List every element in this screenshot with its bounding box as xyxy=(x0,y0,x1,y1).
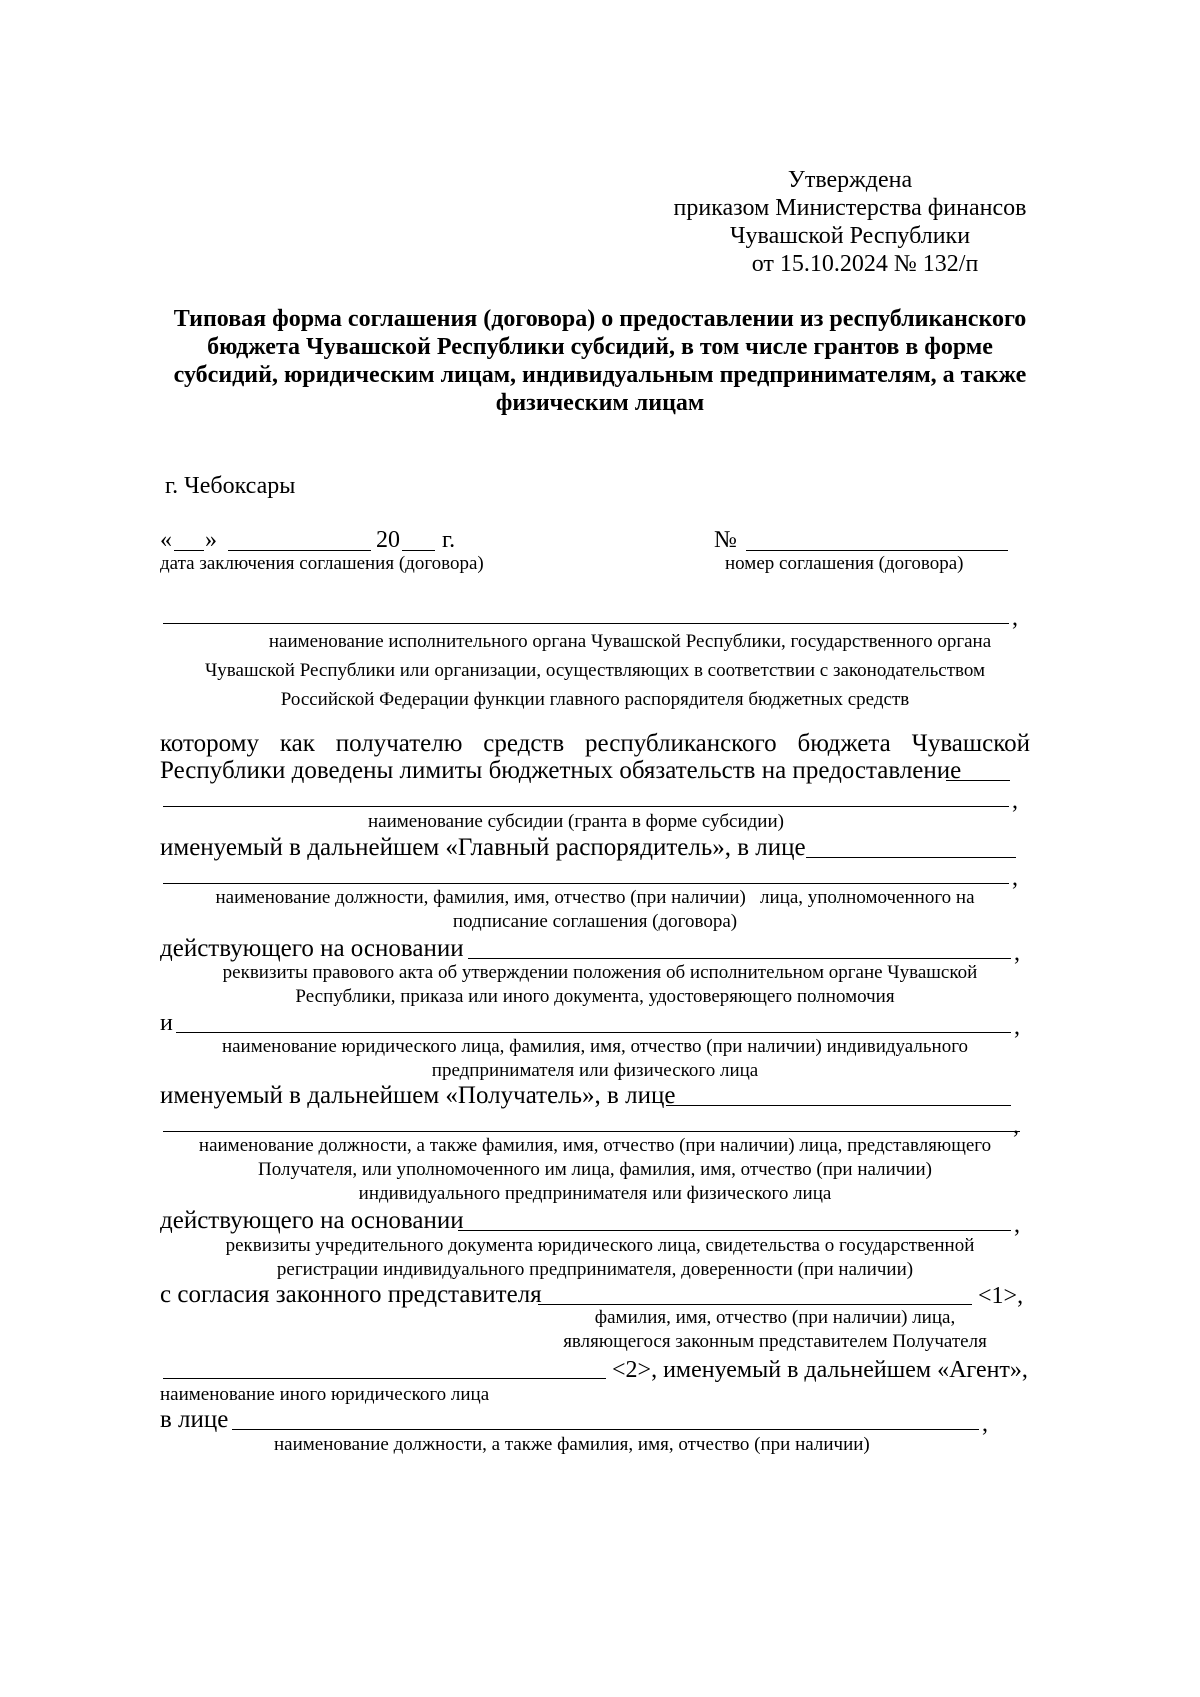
legal-rep-text: с согласия законного представителя xyxy=(160,1281,542,1308)
in-person-text: в лице xyxy=(160,1406,229,1433)
basis1-field[interactable] xyxy=(468,958,1011,959)
date-year-suffix: г. xyxy=(442,527,456,553)
authority-caption-line-1: наименование исполнительного органа Чувашской Республики, государственного органа xyxy=(268,631,992,652)
legal-rep-field[interactable] xyxy=(538,1304,972,1305)
legal-rep-footnote: <1>, xyxy=(978,1283,1024,1309)
distributor-person-field-start[interactable] xyxy=(806,857,1016,858)
legal-rep-caption-line-2: являющегося законным представителем Получателя xyxy=(563,1331,987,1352)
approval-line-4: от 15.10.2024 № 132/п xyxy=(751,251,979,277)
recipient-person-field[interactable] xyxy=(163,1131,1020,1132)
authority-comma: , xyxy=(1012,605,1018,631)
number-sign: № xyxy=(714,527,737,553)
title-line-3: субсидий, юридическим лицам, индивидуальным предпринимателям, а также xyxy=(173,362,1027,388)
legal-rep-caption-line-1: фамилия, имя, отчество (при наличии) лица, xyxy=(594,1307,956,1328)
date-year-prefix: 20 xyxy=(376,527,400,553)
agent-text: <2>, именуемый в дальнейшем «Агент», xyxy=(612,1357,1028,1383)
date-open-quote: « xyxy=(160,527,172,553)
basis1-caption-line-2: Республики, приказа или иного документа, удостоверяющего полномочия xyxy=(295,986,895,1007)
basis1-text: действующего на основании xyxy=(160,935,464,962)
recipient-comma: , xyxy=(1013,1113,1019,1139)
date-day-field[interactable] xyxy=(174,550,204,551)
city: г. Чебоксары xyxy=(165,473,296,499)
approval-line-2: приказом Министерства финансов xyxy=(673,195,1027,221)
basis2-caption xyxy=(160,1234,1030,1282)
basis1-caption xyxy=(160,961,1030,1009)
authority-name-field[interactable] xyxy=(163,623,1009,624)
limits-line-1: которому как получателю средств республиканского бюджета Чувашской xyxy=(160,730,1030,757)
and-caption-line-1: наименование юридического лица, фамилия, имя, отчество (при наличии) индивидуального xyxy=(221,1036,969,1057)
approval-line-3: Чувашской Республики xyxy=(729,223,971,249)
distributor-caption-line-2: подписание соглашения (договора) xyxy=(452,911,738,932)
title-line-4: физическим лицам xyxy=(495,390,705,416)
basis2-field[interactable] xyxy=(458,1230,1011,1231)
and-caption xyxy=(160,1035,1030,1083)
title-line-2: бюджета Чувашской Республики субсидий, в том числе грантов в форме xyxy=(207,334,993,360)
basis1-comma: , xyxy=(1014,940,1020,966)
subsidy-name-field-start[interactable] xyxy=(946,780,1010,781)
title-line-1: Типовая форма соглашения (договора) о предоставлении из республиканского xyxy=(173,306,1027,332)
date-caption: дата заключения соглашения (договора) xyxy=(160,553,484,574)
recipient-caption-line-1: наименование должности, а также фамилия, имя, отчество (при наличии) лица, представляющего xyxy=(198,1135,992,1156)
agreement-number-field[interactable] xyxy=(746,550,1008,551)
basis2-caption-line-1: реквизиты учредительного документа юридического лица, свидетельства о государственной xyxy=(225,1235,975,1256)
and-comma: , xyxy=(1014,1014,1020,1040)
basis2-text: действующего на основании xyxy=(160,1207,464,1234)
and-caption-line-2: предпринимателя или физического лица xyxy=(431,1060,759,1081)
in-person-comma: , xyxy=(982,1411,988,1437)
limits-line-2: Республики доведены лимиты бюджетных обязательств на предоставление xyxy=(160,757,962,784)
agent-person-field[interactable] xyxy=(232,1429,979,1430)
basis2-caption-line-2: регистрации индивидуального предпринимателя, доверенности (при наличии) xyxy=(276,1259,914,1280)
basis1-caption-line-1: реквизиты правового акта об утверждении положения об исполнительном органе Чувашской xyxy=(222,962,978,983)
distributor-person-field[interactable] xyxy=(163,883,1009,884)
legal-rep-caption xyxy=(530,1306,1020,1354)
document-title xyxy=(160,305,1040,417)
and-text: и xyxy=(160,1010,173,1036)
subsidy-name-field[interactable] xyxy=(163,806,1009,807)
date-month-field[interactable] xyxy=(228,550,371,551)
authority-caption xyxy=(160,630,1030,712)
number-caption: номер соглашения (договора) xyxy=(725,553,964,574)
recipient-caption-line-3: индивидуального предпринимателя или физического лица xyxy=(358,1183,832,1204)
authority-caption-line-2: Чувашской Республики или организации, осуществляющих в соответствии с законодательством xyxy=(204,660,986,681)
recipient-caption-line-2: Получателя, или уполномоченного им лица, фамилия, имя, отчество (при наличии) xyxy=(258,1159,932,1180)
recipient-text: именуемый в дальнейшем «Получатель», в лице xyxy=(160,1082,676,1109)
in-person-caption: наименование должности, а также фамилия, имя, отчество (при наличии) xyxy=(274,1434,870,1455)
recipient-caption xyxy=(160,1134,1030,1206)
distributor-comma: , xyxy=(1012,865,1018,891)
basis2-comma: , xyxy=(1014,1212,1020,1238)
recipient-name-field[interactable] xyxy=(176,1032,1011,1033)
limits-comma: , xyxy=(1012,788,1018,814)
main-distributor-text: именуемый в дальнейшем «Главный распорядитель», в лице xyxy=(160,834,806,861)
agent-name-field[interactable] xyxy=(163,1378,606,1379)
agent-caption: наименование иного юридического лица xyxy=(160,1384,490,1405)
approval-block xyxy=(640,166,1060,278)
distributor-caption-line-1: наименование должности, фамилия, имя, отчество (при наличии) лица, уполномоченного на xyxy=(215,887,975,908)
date-year-field[interactable] xyxy=(402,550,435,551)
recipient-person-field-start[interactable] xyxy=(666,1105,1011,1106)
distributor-caption xyxy=(160,886,1030,934)
date-close-quote: » xyxy=(205,527,217,553)
subsidy-caption: наименование субсидии (гранта в форме субсидии) xyxy=(368,811,784,832)
authority-caption-line-3: Российской Федерации функции главного распорядителя бюджетных средств xyxy=(280,689,910,710)
approval-line-1: Утверждена xyxy=(787,167,913,193)
